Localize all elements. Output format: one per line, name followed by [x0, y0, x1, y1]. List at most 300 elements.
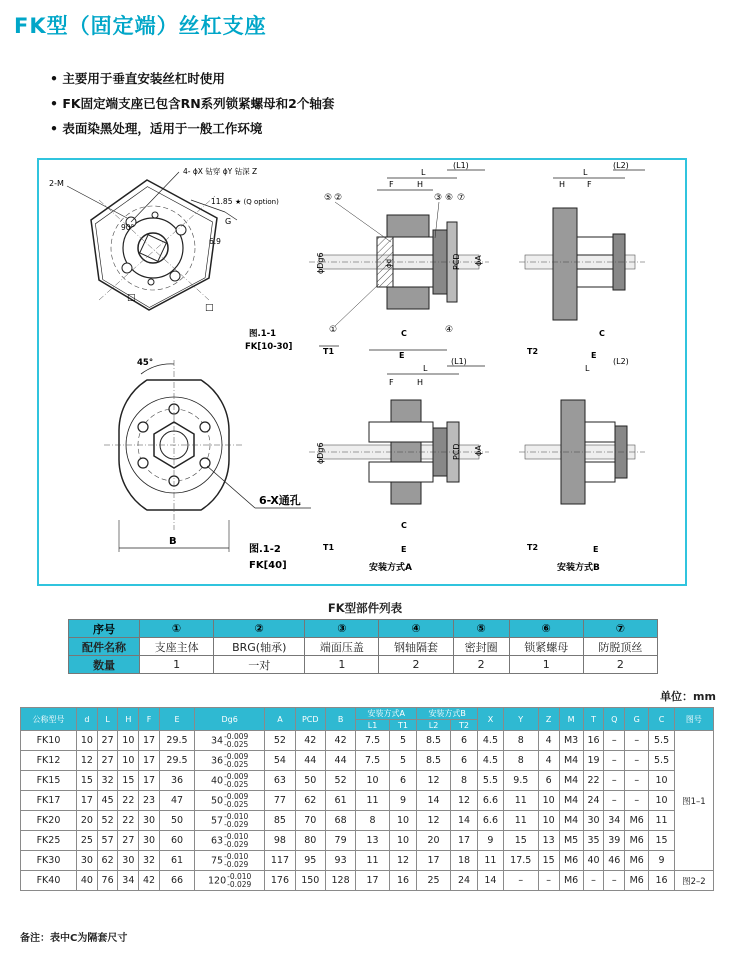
table-cell: 27 [118, 831, 139, 851]
tolerance-lower: -0.029 [224, 859, 249, 869]
tolerance-lower: -0.029 [224, 839, 249, 849]
dim-e: E [593, 545, 599, 554]
table-cell: 17 [139, 771, 160, 791]
table-cell: 4.5 [478, 751, 504, 771]
table-cell: 70 [295, 811, 325, 831]
table-cell: 76 [97, 871, 118, 891]
table-cell: 5.5 [649, 751, 675, 771]
table-cell: 10 [538, 791, 559, 811]
dg6-value: 36 [211, 755, 224, 766]
table-cell: 2 [379, 656, 453, 674]
header-cell: X [478, 708, 504, 731]
tolerance-upper: -0.010 [224, 811, 249, 821]
table-cell: 61 [159, 851, 194, 871]
fk10-30-label: FK[10-30] [245, 342, 293, 352]
table-cell: – [604, 751, 625, 771]
dim-c: C [401, 329, 407, 338]
row-label: 配件名称 [69, 638, 140, 656]
table-cell: 12 [450, 791, 477, 811]
header-cell: 安装方式B [417, 708, 478, 720]
table-cell: 128 [325, 871, 355, 891]
table-cell: – [625, 791, 649, 811]
table-cell: 22 [118, 791, 139, 811]
table-cell: 2 [583, 656, 657, 674]
header-cell: Y [503, 708, 538, 731]
table-cell: 9 [478, 831, 504, 851]
dim-t1: T1 [323, 543, 335, 552]
table-cell: 15 [538, 851, 559, 871]
table-cell: 17 [139, 731, 160, 751]
dim-a: ϕA [474, 445, 483, 456]
table-cell: 6 [450, 751, 477, 771]
tolerance-lower: -0.025 [224, 759, 249, 769]
table-row [21, 811, 714, 831]
parts-table-title: FK型部件列表 [327, 601, 403, 615]
parts-header-row [69, 620, 658, 638]
header-cell: T1 [389, 720, 416, 731]
header-cell: L1 [356, 720, 390, 731]
table-cell: 17 [417, 851, 451, 871]
table-row [21, 831, 714, 851]
table-cell: 6.6 [478, 791, 504, 811]
header-cell: Q [604, 708, 625, 731]
table-cell: 42 [325, 731, 355, 751]
parts-qty-row [69, 656, 658, 674]
table-cell: 19 [583, 751, 604, 771]
header-cell: Z [538, 708, 559, 731]
q-option: ★ (Q option) [235, 198, 279, 206]
section-mount-b-bottom [519, 357, 645, 573]
table-cell: 32 [139, 851, 160, 871]
table-cell: M4 [559, 791, 583, 811]
dims-header-row [21, 708, 714, 720]
dim-e: E [591, 351, 597, 360]
dg6-value: 75 [211, 855, 224, 866]
table-cell: 5 [389, 731, 416, 751]
table-cell: 30 [118, 851, 139, 871]
table-cell: M5 [559, 831, 583, 851]
dim-f: F [389, 378, 394, 387]
table-cell: 176 [265, 871, 295, 891]
table-cell: M4 [559, 771, 583, 791]
tolerance-upper: -0.009 [224, 731, 249, 741]
table-cell: 68 [325, 811, 355, 831]
tolerance [224, 833, 248, 849]
header-cell: ⑦ [583, 620, 657, 638]
fk40-label: FK[40] [249, 560, 287, 571]
tolerance [224, 773, 248, 789]
tolerance-lower: -0.025 [224, 739, 249, 749]
holes-callout: 4- ϕX 钻穿 ϕY 钻深 Z [183, 167, 258, 176]
table-cell: 10 [356, 771, 390, 791]
feature-item: • 表面染黑处理，适用于一般工作环境 [50, 116, 334, 141]
header-cell: ② [214, 620, 305, 638]
label-g: G [225, 217, 232, 226]
dg6-cell [195, 791, 265, 811]
tolerance-upper: -0.009 [224, 751, 249, 761]
table-row [21, 751, 714, 771]
table-row [21, 791, 714, 811]
header-cell: ① [140, 620, 214, 638]
tolerance [224, 793, 248, 809]
table-cell: 24 [450, 871, 477, 891]
model-cell: FK40 [21, 871, 77, 891]
table-cell: 17.5 [503, 851, 538, 871]
header-cell: F [139, 708, 160, 731]
dg6-value: 57 [211, 815, 224, 826]
technical-drawing [37, 158, 687, 586]
table-cell: 10 [389, 831, 416, 851]
table-cell: 8 [503, 731, 538, 751]
table-cell: – [538, 871, 559, 891]
table-cell: 9 [649, 851, 675, 871]
table-cell: 50 [295, 771, 325, 791]
table-cell: 11 [649, 811, 675, 831]
dim-f: F [587, 180, 592, 189]
table-cell: 12 [417, 771, 451, 791]
table-cell: 45 [97, 791, 118, 811]
table-cell: M6 [625, 851, 649, 871]
tolerance-lower: -0.025 [224, 799, 249, 809]
table-cell: 8.5 [417, 751, 451, 771]
table-cell: – [604, 771, 625, 791]
table-cell: 40 [583, 851, 604, 871]
feature-item: • FK固定端支座已包含RN系列锁紧螺母和2个轴套 [50, 91, 334, 116]
model-cell: FK25 [21, 831, 77, 851]
tolerance [224, 753, 248, 769]
table-cell: 10 [649, 791, 675, 811]
dim-h: H [559, 180, 566, 189]
dimension-table [20, 707, 714, 891]
dim-l: L [585, 364, 590, 373]
table-cell: 12 [417, 811, 451, 831]
header-cell: L [97, 708, 118, 731]
table-cell: 4 [538, 751, 559, 771]
tolerance-lower: -0.029 [224, 819, 249, 829]
model-cell: FK15 [21, 771, 77, 791]
table-cell: 1 [140, 656, 214, 674]
dim-11-85: 11.85 [211, 197, 233, 206]
header-cell: ③ [305, 620, 379, 638]
callout-5: ⑤ [324, 193, 333, 203]
table-cell: 34 [604, 811, 625, 831]
table-cell: 52 [265, 731, 295, 751]
header-cell: 安装方式A [356, 708, 417, 720]
dim-dg6: ϕDg6 [316, 442, 325, 464]
footnote: 备注：表中C为隔套尺寸 [20, 933, 128, 944]
table-cell: 1 [509, 656, 583, 674]
unit-label: 单位：mm [660, 690, 716, 703]
feature-item: • 主要用于垂直安装丝杠时使用 [50, 66, 334, 91]
table-cell: 42 [295, 731, 325, 751]
table-cell: 15 [77, 771, 98, 791]
fk40-front-view [104, 358, 311, 571]
row-label: 数量 [69, 656, 140, 674]
table-cell: 4 [538, 731, 559, 751]
dim-e: E [399, 351, 405, 360]
mount-b-label: 安装方式B [557, 563, 600, 573]
dim-l: L [583, 168, 588, 177]
table-cell: 47 [159, 791, 194, 811]
angle-90: 90° [121, 223, 135, 232]
dim-l2: (L2) [613, 161, 629, 170]
holes-6x-label: 6-X通孔 [259, 494, 301, 507]
table-cell: M6 [559, 851, 583, 871]
header-cell: M [559, 708, 583, 731]
header-cell: A [265, 708, 295, 731]
tolerance-upper: -0.009 [224, 791, 249, 801]
dim-pcd: PCD [452, 443, 461, 460]
callout-2: ② [334, 193, 343, 203]
table-cell: M6 [625, 871, 649, 891]
table-cell: 7.5 [356, 731, 390, 751]
table-cell: 63 [265, 771, 295, 791]
dim-l: L [423, 364, 428, 373]
table-cell: BRG(轴承) [214, 638, 305, 656]
header-cell: G [625, 708, 649, 731]
callout-6: ⑥ [445, 193, 454, 203]
header-cell: d [77, 708, 98, 731]
table-cell: 15 [649, 831, 675, 851]
table-cell: 11 [356, 851, 390, 871]
table-cell: 5.5 [649, 731, 675, 751]
table-cell: – [625, 771, 649, 791]
table-cell: 8 [450, 771, 477, 791]
figure-ref: 图1–1 [674, 731, 713, 871]
dim-h: H [417, 180, 424, 189]
table-cell: 34 [118, 871, 139, 891]
table-cell: 一对 [214, 656, 305, 674]
table-cell: 14 [417, 791, 451, 811]
table-cell: 12 [77, 751, 98, 771]
table-cell: M4 [559, 751, 583, 771]
dim-t2: T2 [527, 543, 539, 552]
table-cell: 10 [538, 811, 559, 831]
table-cell: 9.5 [503, 771, 538, 791]
dg6-cell [195, 731, 265, 751]
model-cell: FK10 [21, 731, 77, 751]
table-cell: 8 [503, 751, 538, 771]
table-cell: 30 [583, 811, 604, 831]
table-cell: 117 [265, 851, 295, 871]
table-cell: 2 [453, 656, 509, 674]
table-cell: 10 [118, 731, 139, 751]
feature-list [50, 66, 334, 141]
table-cell: 11 [356, 791, 390, 811]
table-cell: 46 [604, 851, 625, 871]
table-cell: 18 [450, 851, 477, 871]
dim-l1: (L1) [453, 161, 469, 170]
table-cell: M6 [625, 831, 649, 851]
table-row [21, 851, 714, 871]
table-cell: – [604, 791, 625, 811]
dg6-value: 40 [211, 775, 224, 786]
header-cell: H [118, 708, 139, 731]
table-cell: 25 [77, 831, 98, 851]
header-cell: ⑤ [453, 620, 509, 638]
table-cell: M6 [559, 871, 583, 891]
table-cell: 10 [77, 731, 98, 751]
model-cell: FK12 [21, 751, 77, 771]
dim-b: B [169, 536, 177, 547]
dim-t1: T1 [323, 347, 335, 356]
table-cell: 39 [604, 831, 625, 851]
header-cell: T [583, 708, 604, 731]
table-cell: 29.5 [159, 751, 194, 771]
table-cell: 8 [356, 811, 390, 831]
header-cell: 公称型号 [21, 708, 77, 731]
dg6-cell [195, 771, 265, 791]
tolerance-upper: -0.010 [224, 831, 249, 841]
header-cell: L2 [417, 720, 451, 731]
tolerance-lower: -0.025 [224, 779, 249, 789]
table-cell: 6 [450, 731, 477, 751]
dim-6-9: 6.9 [209, 237, 221, 246]
fig-1-2-label: 图.1-2 [249, 544, 281, 555]
dg6-cell [195, 811, 265, 831]
dim-d: ϕd [385, 258, 393, 268]
table-cell: M3 [559, 731, 583, 751]
table-cell: 52 [97, 811, 118, 831]
callout-3: ③ [434, 193, 443, 203]
table-cell: – [503, 871, 538, 891]
dim-l1: (L1) [451, 357, 467, 366]
table-cell: 14 [450, 811, 477, 831]
table-cell: 12 [389, 851, 416, 871]
table-cell: 15 [503, 831, 538, 851]
dim-l: L [421, 168, 426, 177]
header-cell: B [325, 708, 355, 731]
fk10-30-front-view [49, 166, 292, 352]
table-cell: 11 [503, 811, 538, 831]
table-cell: – [604, 731, 625, 751]
dim-c: C [401, 521, 407, 530]
dg6-cell [195, 751, 265, 771]
header-cell: ④ [379, 620, 453, 638]
dg6-cell [195, 831, 265, 851]
table-cell: – [583, 871, 604, 891]
table-cell: 50 [159, 811, 194, 831]
table-cell: 30 [139, 831, 160, 851]
table-cell: 13 [538, 831, 559, 851]
tolerance-upper: -0.010 [224, 851, 249, 861]
table-cell: 85 [265, 811, 295, 831]
header-cell: T2 [450, 720, 477, 731]
section-mount-b-top [519, 161, 645, 360]
table-cell: 36 [159, 771, 194, 791]
table-cell: 150 [295, 871, 325, 891]
table-cell: 5.5 [478, 771, 504, 791]
table-row [21, 771, 714, 791]
header-cell: ⑥ [509, 620, 583, 638]
table-cell: 14 [478, 871, 504, 891]
table-cell: 80 [295, 831, 325, 851]
table-cell: 6.6 [478, 811, 504, 831]
table-cell: 20 [417, 831, 451, 851]
table-cell: 42 [139, 871, 160, 891]
fig-1-1-label: 图.1-1 [249, 329, 277, 339]
table-cell: 61 [325, 791, 355, 811]
table-cell: 57 [97, 831, 118, 851]
table-cell: 6 [389, 771, 416, 791]
dim-t2: T2 [527, 347, 539, 356]
table-cell: – [625, 751, 649, 771]
table-cell: 22 [583, 771, 604, 791]
dim-h: H [417, 378, 424, 387]
square-mark: □ [127, 293, 136, 303]
section-mount-a-bottom [309, 357, 489, 573]
table-cell: 20 [77, 811, 98, 831]
table-cell: 11 [478, 851, 504, 871]
table-cell: 16 [389, 871, 416, 891]
table-cell: – [625, 731, 649, 751]
table-cell: 6 [538, 771, 559, 791]
tolerance [224, 813, 248, 829]
dim-a: ϕA [474, 255, 483, 266]
dim-c: C [599, 329, 605, 338]
table-cell: 24 [583, 791, 604, 811]
table-cell: 13 [356, 831, 390, 851]
table-cell: 17 [450, 831, 477, 851]
table-cell: 9 [389, 791, 416, 811]
table-cell: 44 [295, 751, 325, 771]
table-cell: 27 [97, 731, 118, 751]
table-cell: 62 [295, 791, 325, 811]
table-cell: M6 [625, 811, 649, 831]
dg6-value: 63 [211, 835, 224, 846]
table-cell: 44 [325, 751, 355, 771]
table-row [21, 871, 714, 891]
angle-45: 45° [137, 358, 154, 368]
table-cell: 95 [295, 851, 325, 871]
header-cell: E [159, 708, 194, 731]
tolerance [227, 873, 251, 889]
table-cell: 77 [265, 791, 295, 811]
table-cell: 10 [649, 771, 675, 791]
tolerance-upper: -0.009 [224, 771, 249, 781]
dim-dg6: ϕDg6 [316, 252, 325, 274]
table-cell: 79 [325, 831, 355, 851]
table-cell: – [604, 871, 625, 891]
table-cell: 8.5 [417, 731, 451, 751]
table-cell: 93 [325, 851, 355, 871]
table-cell: 66 [159, 871, 194, 891]
table-cell: 密封圈 [453, 638, 509, 656]
table-cell: 5 [389, 751, 416, 771]
model-cell: FK17 [21, 791, 77, 811]
tolerance [224, 733, 248, 749]
dim-f: F [389, 180, 394, 189]
callout-4: ④ [445, 325, 454, 335]
table-cell: 11 [503, 791, 538, 811]
dim-pcd: PCD [452, 253, 461, 270]
table-cell: 防脱顶丝 [583, 638, 657, 656]
table-cell: 60 [159, 831, 194, 851]
table-cell: 16 [583, 731, 604, 751]
table-cell: 35 [583, 831, 604, 851]
table-cell: 1 [305, 656, 379, 674]
dim-e: E [401, 545, 407, 554]
dg6-value: 50 [211, 795, 224, 806]
table-cell: 16 [649, 871, 675, 891]
table-cell: 30 [139, 811, 160, 831]
header-cell: 序号 [69, 620, 140, 638]
header-cell: PCD [295, 708, 325, 731]
page-title: FK型（固定端）丝杠支座 [14, 14, 267, 38]
tolerance [224, 853, 248, 869]
table-cell: 17 [356, 871, 390, 891]
figure-ref: 图2–2 [674, 871, 713, 891]
